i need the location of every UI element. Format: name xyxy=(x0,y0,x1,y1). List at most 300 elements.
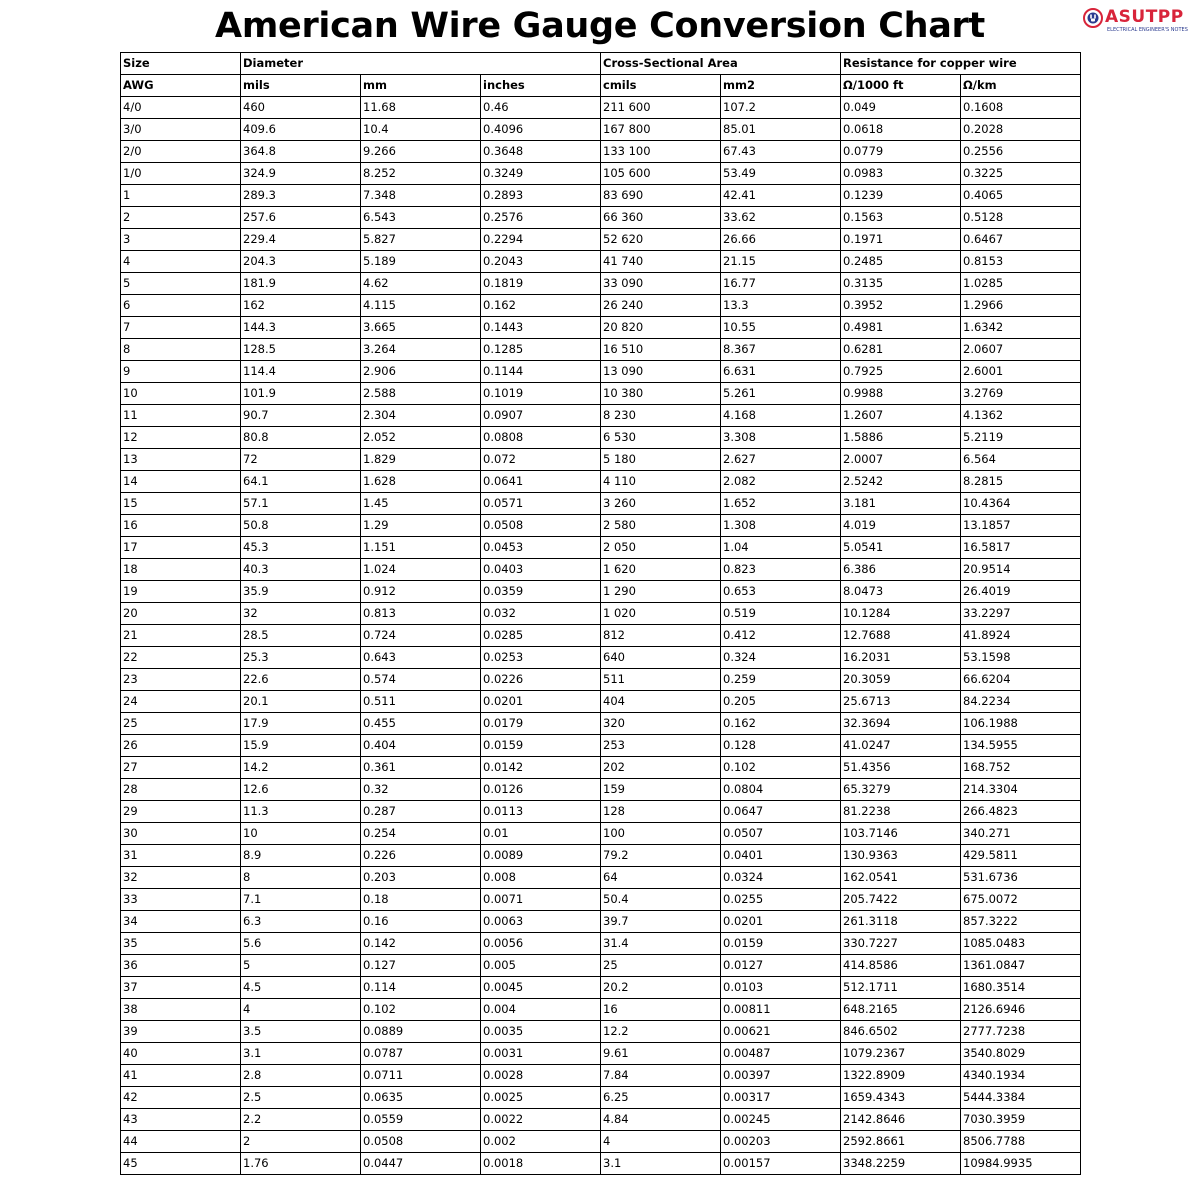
awg-cell: 4/0 xyxy=(121,97,241,119)
ohm-per-km-cell: 1.2966 xyxy=(961,295,1081,317)
ohm-per-km-cell: 429.5811 xyxy=(961,845,1081,867)
power-plug-icon xyxy=(1083,8,1103,28)
cmils-cell: 404 xyxy=(601,691,721,713)
ohm-per-km-cell: 675.0072 xyxy=(961,889,1081,911)
mm2-cell: 1.04 xyxy=(721,537,841,559)
cmils-cell: 79.2 xyxy=(601,845,721,867)
mils-cell: 17.9 xyxy=(241,713,361,735)
mils-cell: 409.6 xyxy=(241,119,361,141)
ohm-per-km-cell: 1680.3514 xyxy=(961,977,1081,999)
table-row xyxy=(121,515,1081,537)
inches-cell: 0.0808 xyxy=(481,427,601,449)
mm2-cell: 8.367 xyxy=(721,339,841,361)
inches-cell: 0.0907 xyxy=(481,405,601,427)
awg-cell: 31 xyxy=(121,845,241,867)
ohm-per-1000ft-cell: 0.2485 xyxy=(841,251,961,273)
cmils-cell: 159 xyxy=(601,779,721,801)
ohm-per-1000ft-cell: 10.1284 xyxy=(841,603,961,625)
inches-cell: 0.002 xyxy=(481,1131,601,1153)
cmils-cell: 3 260 xyxy=(601,493,721,515)
awg-cell: 12 xyxy=(121,427,241,449)
mm2-cell: 16.77 xyxy=(721,273,841,295)
ohm-per-km-cell: 0.4065 xyxy=(961,185,1081,207)
table-row xyxy=(121,471,1081,493)
mm2-cell: 1.308 xyxy=(721,515,841,537)
awg-cell: 6 xyxy=(121,295,241,317)
cmils-cell: 511 xyxy=(601,669,721,691)
ohm-per-1000ft-cell: 0.1971 xyxy=(841,229,961,251)
inches-cell: 0.072 xyxy=(481,449,601,471)
mm2-cell: 10.55 xyxy=(721,317,841,339)
cmils-cell: 4 110 xyxy=(601,471,721,493)
ohm-per-1000ft-cell: 0.3135 xyxy=(841,273,961,295)
ohm-per-1000ft-cell: 32.3694 xyxy=(841,713,961,735)
ohm-per-km-cell: 20.9514 xyxy=(961,559,1081,581)
mm-cell: 0.0447 xyxy=(361,1153,481,1175)
mm2-cell: 0.00245 xyxy=(721,1109,841,1131)
ohm-per-km-cell: 7030.3959 xyxy=(961,1109,1081,1131)
ohm-per-1000ft-cell: 1.2607 xyxy=(841,405,961,427)
mm-cell: 2.588 xyxy=(361,383,481,405)
ohm-per-km-cell: 266.4823 xyxy=(961,801,1081,823)
ohm-per-km-cell: 1.0285 xyxy=(961,273,1081,295)
mm2-cell: 0.324 xyxy=(721,647,841,669)
inches-cell: 0.0126 xyxy=(481,779,601,801)
cmils-cell: 6.25 xyxy=(601,1087,721,1109)
mm-cell: 1.151 xyxy=(361,537,481,559)
ohm-per-1000ft-cell: 0.3952 xyxy=(841,295,961,317)
table-row xyxy=(121,713,1081,735)
mm2-cell: 0.0324 xyxy=(721,867,841,889)
ohm-per-1000ft-cell: 51.4356 xyxy=(841,757,961,779)
ohm-per-km-cell: 1085.0483 xyxy=(961,933,1081,955)
table-row xyxy=(121,251,1081,273)
mm-cell: 1.29 xyxy=(361,515,481,537)
cmils-cell: 4.84 xyxy=(601,1109,721,1131)
mm-cell: 4.115 xyxy=(361,295,481,317)
cmils-cell: 1 620 xyxy=(601,559,721,581)
ohm-per-km-cell: 16.5817 xyxy=(961,537,1081,559)
mils-cell: 257.6 xyxy=(241,207,361,229)
ohm-per-km-cell: 106.1988 xyxy=(961,713,1081,735)
awg-cell: 42 xyxy=(121,1087,241,1109)
cmils-cell: 52 620 xyxy=(601,229,721,251)
ohm-per-km-cell: 33.2297 xyxy=(961,603,1081,625)
table-row xyxy=(121,317,1081,339)
mm-cell: 5.827 xyxy=(361,229,481,251)
mils-cell: 22.6 xyxy=(241,669,361,691)
awg-cell: 44 xyxy=(121,1131,241,1153)
awg-cell: 41 xyxy=(121,1065,241,1087)
cmils-cell: 1 290 xyxy=(601,581,721,603)
awg-cell: 35 xyxy=(121,933,241,955)
ohm-per-km-cell: 2777.7238 xyxy=(961,1021,1081,1043)
ohm-per-1000ft-cell: 414.8586 xyxy=(841,955,961,977)
table-row xyxy=(121,119,1081,141)
table-row xyxy=(121,1109,1081,1131)
mm2-cell: 0.0255 xyxy=(721,889,841,911)
mm-cell: 0.0889 xyxy=(361,1021,481,1043)
mm2-cell: 67.43 xyxy=(721,141,841,163)
ohm-per-km-cell: 8506.7788 xyxy=(961,1131,1081,1153)
mm-cell: 0.813 xyxy=(361,603,481,625)
mm2-cell: 26.66 xyxy=(721,229,841,251)
ohm-per-km-cell: 2.0607 xyxy=(961,339,1081,361)
cmils-cell: 7.84 xyxy=(601,1065,721,1087)
awg-cell: 24 xyxy=(121,691,241,713)
column-header-ohm-per-1000ft: Ω/1000 ft xyxy=(841,75,961,97)
ohm-per-1000ft-cell: 16.2031 xyxy=(841,647,961,669)
inches-cell: 0.0159 xyxy=(481,735,601,757)
table-row xyxy=(121,163,1081,185)
column-header-row xyxy=(121,75,1081,97)
table-row xyxy=(121,1153,1081,1175)
mils-cell: 114.4 xyxy=(241,361,361,383)
cmils-cell: 128 xyxy=(601,801,721,823)
ohm-per-1000ft-cell: 41.0247 xyxy=(841,735,961,757)
inches-cell: 0.1443 xyxy=(481,317,601,339)
ohm-per-1000ft-cell: 2.5242 xyxy=(841,471,961,493)
mm-cell: 0.0508 xyxy=(361,1131,481,1153)
cmils-cell: 16 xyxy=(601,999,721,1021)
inches-cell: 0.0359 xyxy=(481,581,601,603)
ohm-per-1000ft-cell: 25.6713 xyxy=(841,691,961,713)
ohm-per-1000ft-cell: 1322.8909 xyxy=(841,1065,961,1087)
table-row xyxy=(121,823,1081,845)
mm-cell: 6.543 xyxy=(361,207,481,229)
ohm-per-1000ft-cell: 0.4981 xyxy=(841,317,961,339)
mm-cell: 0.32 xyxy=(361,779,481,801)
awg-cell: 4 xyxy=(121,251,241,273)
ohm-per-1000ft-cell: 130.9363 xyxy=(841,845,961,867)
mm2-cell: 0.823 xyxy=(721,559,841,581)
inches-cell: 0.0045 xyxy=(481,977,601,999)
cmils-cell: 8 230 xyxy=(601,405,721,427)
mm-cell: 0.0559 xyxy=(361,1109,481,1131)
awg-cell: 38 xyxy=(121,999,241,1021)
mm2-cell: 0.0401 xyxy=(721,845,841,867)
awg-cell: 32 xyxy=(121,867,241,889)
awg-cell: 34 xyxy=(121,911,241,933)
inches-cell: 0.0063 xyxy=(481,911,601,933)
cmils-cell: 202 xyxy=(601,757,721,779)
table-row xyxy=(121,867,1081,889)
table-row xyxy=(121,1065,1081,1087)
mm-cell: 0.226 xyxy=(361,845,481,867)
ohm-per-km-cell: 857.3222 xyxy=(961,911,1081,933)
mils-cell: 40.3 xyxy=(241,559,361,581)
ohm-per-1000ft-cell: 20.3059 xyxy=(841,669,961,691)
ohm-per-1000ft-cell: 0.0779 xyxy=(841,141,961,163)
mils-cell: 45.3 xyxy=(241,537,361,559)
ohm-per-1000ft-cell: 6.386 xyxy=(841,559,961,581)
awg-cell: 21 xyxy=(121,625,241,647)
mils-cell: 144.3 xyxy=(241,317,361,339)
mm-cell: 0.102 xyxy=(361,999,481,1021)
table-row xyxy=(121,207,1081,229)
cmils-cell: 50.4 xyxy=(601,889,721,911)
mm2-cell: 0.0127 xyxy=(721,955,841,977)
cmils-cell: 640 xyxy=(601,647,721,669)
mm2-cell: 85.01 xyxy=(721,119,841,141)
table-row xyxy=(121,405,1081,427)
awg-cell: 7 xyxy=(121,317,241,339)
inches-cell: 0.0571 xyxy=(481,493,601,515)
mils-cell: 57.1 xyxy=(241,493,361,515)
mm2-cell: 13.3 xyxy=(721,295,841,317)
cmils-cell: 253 xyxy=(601,735,721,757)
table-row xyxy=(121,625,1081,647)
mm2-cell: 0.259 xyxy=(721,669,841,691)
ohm-per-km-cell: 0.2028 xyxy=(961,119,1081,141)
mm2-cell: 107.2 xyxy=(721,97,841,119)
cmils-cell: 105 600 xyxy=(601,163,721,185)
mm2-cell: 6.631 xyxy=(721,361,841,383)
ohm-per-km-cell: 0.2556 xyxy=(961,141,1081,163)
ohm-per-1000ft-cell: 0.1563 xyxy=(841,207,961,229)
inches-cell: 0.0028 xyxy=(481,1065,601,1087)
table-row xyxy=(121,933,1081,955)
mm-cell: 0.404 xyxy=(361,735,481,757)
mm-cell: 11.68 xyxy=(361,97,481,119)
table-row xyxy=(121,1087,1081,1109)
cmils-cell: 211 600 xyxy=(601,97,721,119)
inches-cell: 0.3648 xyxy=(481,141,601,163)
ohm-per-1000ft-cell: 205.7422 xyxy=(841,889,961,911)
table-row xyxy=(121,955,1081,977)
table-row xyxy=(121,603,1081,625)
mm-cell: 0.127 xyxy=(361,955,481,977)
table-row xyxy=(121,669,1081,691)
table-row xyxy=(121,537,1081,559)
ohm-per-km-cell: 214.3304 xyxy=(961,779,1081,801)
mils-cell: 8.9 xyxy=(241,845,361,867)
column-header-ohm-per-km: Ω/km xyxy=(961,75,1081,97)
inches-cell: 0.0253 xyxy=(481,647,601,669)
mils-cell: 4 xyxy=(241,999,361,1021)
mils-cell: 229.4 xyxy=(241,229,361,251)
ohm-per-km-cell: 0.3225 xyxy=(961,163,1081,185)
inches-cell: 0.0035 xyxy=(481,1021,601,1043)
group-header-size: Size xyxy=(121,53,241,75)
logo-name: ASUTPP xyxy=(1105,7,1184,27)
mm2-cell: 0.00621 xyxy=(721,1021,841,1043)
cmils-cell: 16 510 xyxy=(601,339,721,361)
inches-cell: 0.46 xyxy=(481,97,601,119)
awg-cell: 17 xyxy=(121,537,241,559)
ohm-per-km-cell: 4340.1934 xyxy=(961,1065,1081,1087)
mm2-cell: 0.519 xyxy=(721,603,841,625)
column-header-mils: mils xyxy=(241,75,361,97)
cmils-cell: 9.61 xyxy=(601,1043,721,1065)
column-header-cmils: cmils xyxy=(601,75,721,97)
mils-cell: 5.6 xyxy=(241,933,361,955)
mm2-cell: 21.15 xyxy=(721,251,841,273)
table-row xyxy=(121,999,1081,1021)
inches-cell: 0.0285 xyxy=(481,625,601,647)
awg-cell: 23 xyxy=(121,669,241,691)
mils-cell: 7.1 xyxy=(241,889,361,911)
ohm-per-1000ft-cell: 1079.2367 xyxy=(841,1043,961,1065)
mm2-cell: 0.00811 xyxy=(721,999,841,1021)
cmils-cell: 100 xyxy=(601,823,721,845)
brand-logo[interactable] xyxy=(1083,6,1199,36)
group-header-diameter: Diameter xyxy=(241,53,601,75)
table-row xyxy=(121,757,1081,779)
logo-tagline: ELECTRICAL ENGINEER'S NOTES xyxy=(1107,27,1188,33)
mm2-cell: 0.205 xyxy=(721,691,841,713)
mm2-cell: 2.082 xyxy=(721,471,841,493)
ohm-per-km-cell: 66.6204 xyxy=(961,669,1081,691)
mm2-cell: 0.128 xyxy=(721,735,841,757)
mils-cell: 162 xyxy=(241,295,361,317)
mils-cell: 4.5 xyxy=(241,977,361,999)
mm-cell: 0.0787 xyxy=(361,1043,481,1065)
mils-cell: 10 xyxy=(241,823,361,845)
mm-cell: 0.114 xyxy=(361,977,481,999)
awg-cell: 11 xyxy=(121,405,241,427)
inches-cell: 0.0453 xyxy=(481,537,601,559)
awg-cell: 37 xyxy=(121,977,241,999)
table-row xyxy=(121,581,1081,603)
inches-cell: 0.032 xyxy=(481,603,601,625)
table-row xyxy=(121,383,1081,405)
mils-cell: 90.7 xyxy=(241,405,361,427)
mils-cell: 64.1 xyxy=(241,471,361,493)
cmils-cell: 1 020 xyxy=(601,603,721,625)
mm-cell: 0.361 xyxy=(361,757,481,779)
ohm-per-km-cell: 41.8924 xyxy=(961,625,1081,647)
ohm-per-1000ft-cell: 0.7925 xyxy=(841,361,961,383)
inches-cell: 0.0018 xyxy=(481,1153,601,1175)
mils-cell: 80.8 xyxy=(241,427,361,449)
table-row xyxy=(121,273,1081,295)
mils-cell: 72 xyxy=(241,449,361,471)
table-row xyxy=(121,559,1081,581)
group-header-area: Cross-Sectional Area xyxy=(601,53,841,75)
ohm-per-1000ft-cell: 5.0541 xyxy=(841,537,961,559)
inches-cell: 0.0025 xyxy=(481,1087,601,1109)
mm2-cell: 42.41 xyxy=(721,185,841,207)
ohm-per-km-cell: 3540.8029 xyxy=(961,1043,1081,1065)
mm-cell: 1.829 xyxy=(361,449,481,471)
awg-cell: 26 xyxy=(121,735,241,757)
inches-cell: 0.1144 xyxy=(481,361,601,383)
ohm-per-1000ft-cell: 0.0983 xyxy=(841,163,961,185)
cmils-cell: 3.1 xyxy=(601,1153,721,1175)
ohm-per-km-cell: 1361.0847 xyxy=(961,955,1081,977)
awg-cell: 16 xyxy=(121,515,241,537)
cmils-cell: 6 530 xyxy=(601,427,721,449)
mils-cell: 2 xyxy=(241,1131,361,1153)
inches-cell: 0.0142 xyxy=(481,757,601,779)
mm2-cell: 53.49 xyxy=(721,163,841,185)
ohm-per-1000ft-cell: 0.0618 xyxy=(841,119,961,141)
mm-cell: 0.511 xyxy=(361,691,481,713)
ohm-per-1000ft-cell: 261.3118 xyxy=(841,911,961,933)
mm-cell: 0.203 xyxy=(361,867,481,889)
cmils-cell: 31.4 xyxy=(601,933,721,955)
inches-cell: 0.01 xyxy=(481,823,601,845)
mils-cell: 324.9 xyxy=(241,163,361,185)
mm-cell: 1.628 xyxy=(361,471,481,493)
mm-cell: 0.142 xyxy=(361,933,481,955)
cmils-cell: 167 800 xyxy=(601,119,721,141)
cmils-cell: 133 100 xyxy=(601,141,721,163)
table-row xyxy=(121,1021,1081,1043)
mm-cell: 3.264 xyxy=(361,339,481,361)
table-row xyxy=(121,647,1081,669)
awg-cell: 14 xyxy=(121,471,241,493)
mils-cell: 1.76 xyxy=(241,1153,361,1175)
awg-cell: 3 xyxy=(121,229,241,251)
mm-cell: 5.189 xyxy=(361,251,481,273)
table-row xyxy=(121,735,1081,757)
table-row xyxy=(121,1043,1081,1065)
ohm-per-km-cell: 134.5955 xyxy=(961,735,1081,757)
ohm-per-km-cell: 10984.9935 xyxy=(961,1153,1081,1175)
cmils-cell: 66 360 xyxy=(601,207,721,229)
table-row xyxy=(121,361,1081,383)
table-row xyxy=(121,845,1081,867)
cmils-cell: 20.2 xyxy=(601,977,721,999)
mm-cell: 2.052 xyxy=(361,427,481,449)
mm-cell: 0.912 xyxy=(361,581,481,603)
mils-cell: 14.2 xyxy=(241,757,361,779)
mm-cell: 0.16 xyxy=(361,911,481,933)
awg-cell: 5 xyxy=(121,273,241,295)
mils-cell: 28.5 xyxy=(241,625,361,647)
awg-cell: 13 xyxy=(121,449,241,471)
ohm-per-1000ft-cell: 0.049 xyxy=(841,97,961,119)
ohm-per-1000ft-cell: 512.1711 xyxy=(841,977,961,999)
mm2-cell: 0.0804 xyxy=(721,779,841,801)
mm2-cell: 0.0159 xyxy=(721,933,841,955)
mm-cell: 0.254 xyxy=(361,823,481,845)
group-header-row xyxy=(121,53,1081,75)
table-row xyxy=(121,295,1081,317)
mils-cell: 6.3 xyxy=(241,911,361,933)
table-row xyxy=(121,977,1081,999)
mils-cell: 364.8 xyxy=(241,141,361,163)
inches-cell: 0.0508 xyxy=(481,515,601,537)
mm-cell: 9.266 xyxy=(361,141,481,163)
page-title: American Wire Gauge Conversion Chart xyxy=(215,6,985,46)
awg-cell: 39 xyxy=(121,1021,241,1043)
column-header-awg: AWG xyxy=(121,75,241,97)
awg-cell: 18 xyxy=(121,559,241,581)
table-row xyxy=(121,141,1081,163)
ohm-per-km-cell: 6.564 xyxy=(961,449,1081,471)
mils-cell: 32 xyxy=(241,603,361,625)
awg-cell: 1/0 xyxy=(121,163,241,185)
ohm-per-km-cell: 1.6342 xyxy=(961,317,1081,339)
inches-cell: 0.0071 xyxy=(481,889,601,911)
mm-cell: 0.0711 xyxy=(361,1065,481,1087)
mm2-cell: 3.308 xyxy=(721,427,841,449)
table-row xyxy=(121,911,1081,933)
inches-cell: 0.2576 xyxy=(481,207,601,229)
cmils-cell: 41 740 xyxy=(601,251,721,273)
mm2-cell: 0.0201 xyxy=(721,911,841,933)
awg-cell: 19 xyxy=(121,581,241,603)
inches-cell: 0.2893 xyxy=(481,185,601,207)
cmils-cell: 4 xyxy=(601,1131,721,1153)
cmils-cell: 10 380 xyxy=(601,383,721,405)
mils-cell: 20.1 xyxy=(241,691,361,713)
inches-cell: 0.0226 xyxy=(481,669,601,691)
mils-cell: 3.1 xyxy=(241,1043,361,1065)
